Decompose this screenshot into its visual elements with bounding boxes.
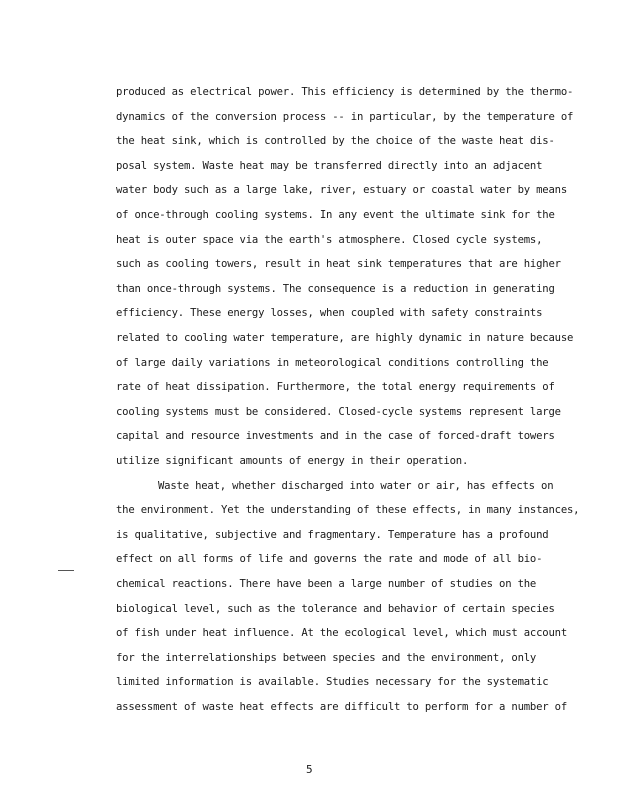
text-line: posal system. Waste heat may be transferred directly into an adjacent [116, 159, 543, 172]
text-line: such as cooling towers, result in heat sink temperatures that are higher [116, 258, 561, 271]
text-line: rate of heat dissipation. Furthermore, the total energy requirements of [116, 381, 555, 394]
text-line: heat is outer space via the earth's atmosphere. Closed cycle systems, [116, 233, 543, 246]
text-line: water body such as a large lake, river, estuary or coastal water by means [116, 184, 567, 197]
text-line: related to cooling water temperature, are highly dynamic in nature because [116, 332, 574, 344]
text-line: of once-through cooling systems. In any event the ultimate sink for the [116, 209, 555, 221]
text-line: for the interrelationships between species and the environment, only [116, 651, 537, 664]
text-line: biological level, such as the tolerance and behavior of certain species [116, 602, 555, 615]
text-line: the heat sink, which is controlled by the choice of the waste heat dis- [116, 135, 555, 148]
text-line: the environment. Yet the understanding of these effects, in many instances, [116, 504, 580, 517]
text-line: utilize significant amounts of energy in their operation. [116, 455, 469, 467]
text-line: chemical reactions. There have been a large number of studies on the [116, 578, 537, 590]
margin-mark [58, 570, 74, 571]
text-line: effect on all forms of life and governs the rate and mode of all bio- [116, 553, 543, 566]
text-line: cooling systems must be considered. Closed-cycle systems represent large [116, 405, 561, 418]
text-line: capital and resource investments and in the case of forced-draft towers [116, 430, 555, 443]
text-line: limited information is available. Studies necessary for the systematic [116, 676, 549, 689]
page-number: 5 [306, 763, 313, 776]
text-line: assessment of waste heat effects are difficult to perform for a number of [116, 701, 567, 713]
text-line: is qualitative, subjective and fragmentary. Temperature has a profound [116, 528, 549, 541]
text-line: efficiency. These energy losses, when coupled with safety constraints [116, 307, 543, 320]
text-line: Waste heat, whether discharged into water or air, has effects on [158, 479, 554, 492]
text-line: dynamics of the conversion process -- in particular, by the temperature of [116, 110, 574, 123]
text-line: of large daily variations in meteorological conditions controlling the [116, 356, 549, 369]
text-line: of fish under heat influence. At the ecological level, which must account [116, 627, 567, 640]
text-line: produced as electrical power. This efficiency is determined by the thermo- [116, 86, 574, 98]
text-line: than once-through systems. The consequence is a reduction in generating [116, 282, 555, 295]
